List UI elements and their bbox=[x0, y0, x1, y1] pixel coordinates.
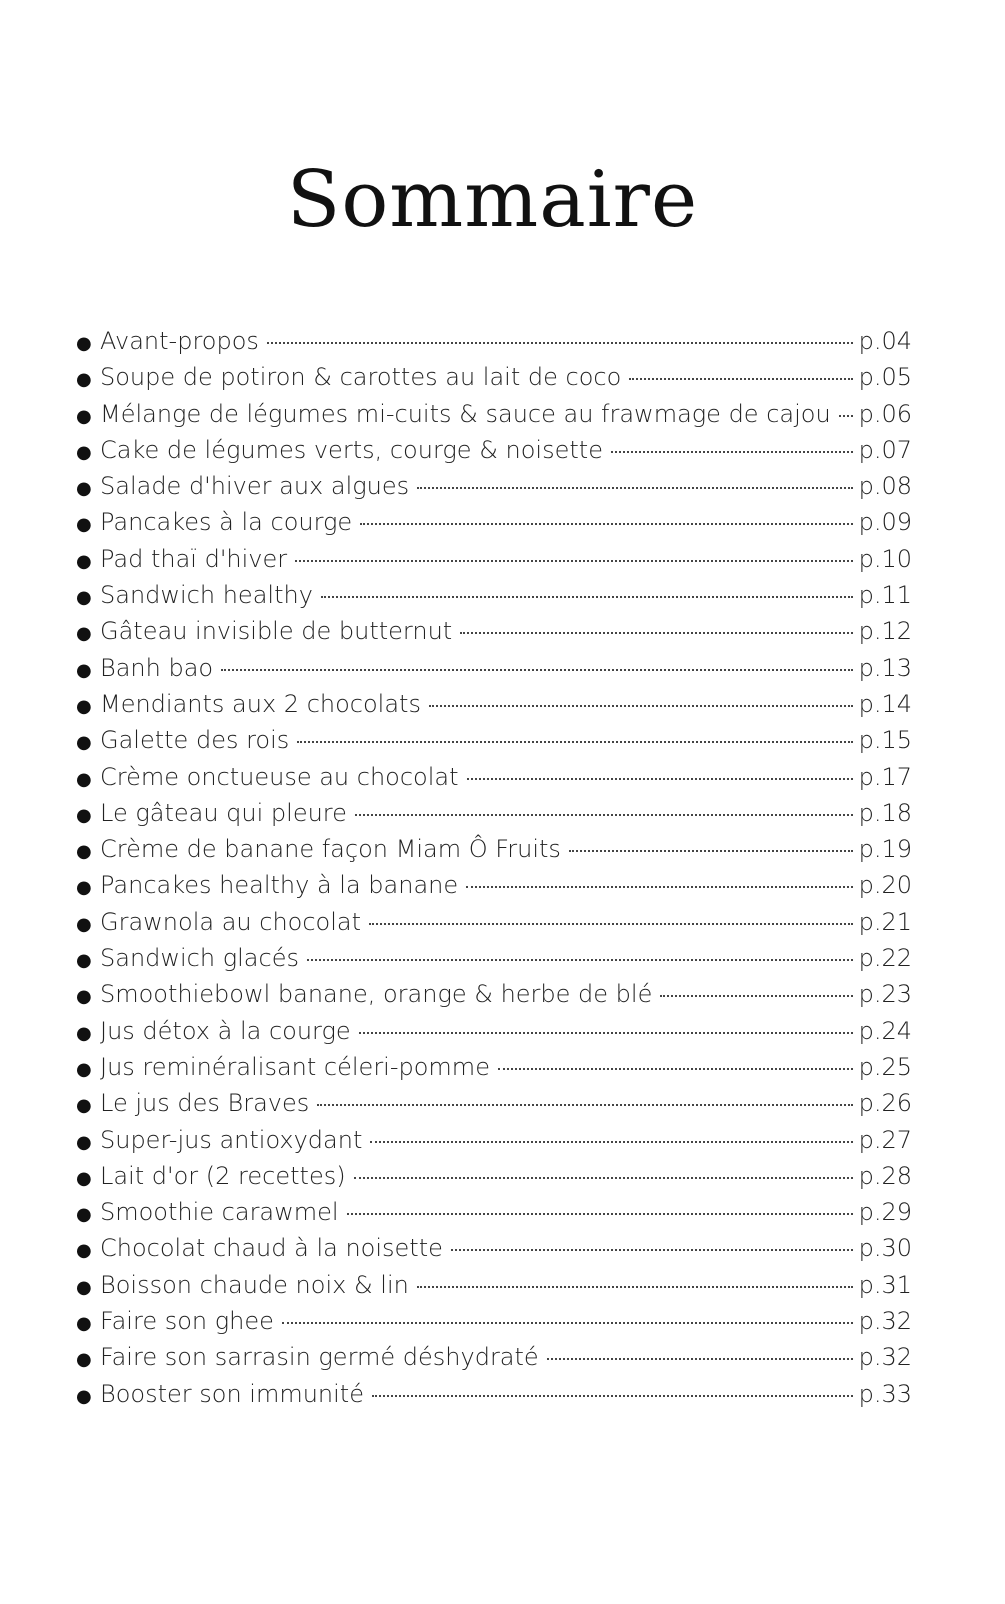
toc-entry[interactable] bbox=[76, 396, 912, 432]
table-of-contents bbox=[76, 323, 912, 1412]
toc-entry[interactable] bbox=[76, 795, 912, 831]
dot-leader bbox=[451, 1249, 853, 1251]
bullet-icon: ● bbox=[76, 877, 92, 899]
bullet-icon: ● bbox=[76, 1058, 92, 1080]
bullet-icon: ● bbox=[76, 514, 92, 536]
toc-entry-title: Boisson chaude noix & lin bbox=[100, 1270, 409, 1299]
toc-entry[interactable] bbox=[76, 541, 912, 577]
toc-entry[interactable] bbox=[76, 1013, 912, 1049]
dot-leader bbox=[354, 1177, 853, 1179]
toc-entry-page: p.15 bbox=[858, 726, 912, 755]
toc-entry-page: p.23 bbox=[858, 980, 912, 1009]
toc-entry-title: Crème de banane façon Miam Ô Fruits bbox=[100, 835, 561, 864]
bullet-icon: ● bbox=[76, 768, 92, 790]
dot-leader bbox=[295, 560, 852, 562]
toc-entry-page: p.31 bbox=[858, 1270, 912, 1299]
toc-entry-title: Avant-propos bbox=[100, 327, 259, 355]
bullet-icon: ● bbox=[76, 1095, 92, 1117]
toc-entry-title: Mendiants aux 2 chocolats bbox=[100, 689, 421, 718]
toc-entry[interactable] bbox=[76, 577, 912, 613]
toc-entry[interactable] bbox=[76, 650, 912, 686]
bullet-icon: ● bbox=[76, 1204, 92, 1226]
toc-entry-title: Le jus des Braves bbox=[100, 1089, 310, 1118]
bullet-icon: ● bbox=[76, 333, 92, 354]
toc-entry[interactable] bbox=[76, 613, 912, 649]
bullet-icon: ● bbox=[76, 986, 92, 1008]
dot-leader bbox=[372, 1395, 853, 1397]
toc-entry-page: p.18 bbox=[858, 798, 912, 827]
toc-entry-title: Mélange de légumes mi-cuits & sauce au frawmage de cajou bbox=[100, 399, 831, 428]
dot-leader bbox=[629, 378, 852, 380]
toc-entry-title: Galette des rois bbox=[100, 726, 290, 755]
dot-leader bbox=[839, 415, 853, 417]
dot-leader bbox=[466, 886, 852, 888]
toc-entry-page: p.20 bbox=[858, 871, 912, 900]
toc-entry[interactable] bbox=[76, 904, 912, 940]
toc-entry-title: Super-jus antioxydant bbox=[100, 1125, 363, 1154]
toc-entry-page: p.29 bbox=[858, 1198, 912, 1227]
toc-entry[interactable] bbox=[76, 759, 912, 795]
bullet-icon: ● bbox=[76, 913, 92, 935]
toc-entry-title: Cake de légumes verts, courge & noisette bbox=[100, 435, 603, 464]
dot-leader bbox=[369, 923, 853, 925]
dot-leader bbox=[360, 523, 852, 525]
dot-leader bbox=[467, 778, 853, 780]
dot-leader bbox=[321, 596, 853, 598]
toc-entry-title: Grawnola au chocolat bbox=[100, 907, 361, 936]
toc-entry[interactable] bbox=[76, 1049, 912, 1085]
dot-leader bbox=[317, 1104, 852, 1106]
toc-entry-title: Jus reminéralisant céleri-pomme bbox=[100, 1052, 490, 1081]
toc-entry-page: p.06 bbox=[858, 399, 912, 428]
toc-entry-page: p.10 bbox=[858, 544, 912, 573]
dot-leader bbox=[221, 669, 852, 671]
toc-entry-page: p.17 bbox=[858, 762, 912, 791]
bullet-icon: ● bbox=[76, 587, 92, 609]
toc-entry-title: Smoothiebowl banane, orange & herbe de blé bbox=[100, 980, 653, 1009]
bullet-icon: ● bbox=[76, 1313, 92, 1335]
toc-entry-title: Le gâteau qui pleure bbox=[100, 798, 347, 827]
toc-entry-page: p.07 bbox=[858, 435, 912, 464]
bullet-icon: ● bbox=[76, 1022, 92, 1044]
bullet-icon: ● bbox=[76, 478, 92, 500]
toc-entry[interactable] bbox=[76, 1122, 912, 1158]
bullet-icon: ● bbox=[76, 659, 92, 681]
toc-entry-page: p.30 bbox=[858, 1234, 912, 1263]
bullet-icon: ● bbox=[76, 623, 92, 645]
dot-leader bbox=[282, 1322, 853, 1324]
toc-entry-page: p.26 bbox=[858, 1089, 912, 1118]
dot-leader bbox=[347, 1213, 853, 1215]
dot-leader bbox=[370, 1141, 852, 1143]
toc-entry[interactable] bbox=[76, 867, 912, 903]
toc-entry-page: p.09 bbox=[858, 508, 912, 537]
dot-leader bbox=[460, 632, 852, 634]
toc-entry-title: Lait d'or (2 recettes) bbox=[100, 1161, 346, 1190]
toc-entry[interactable] bbox=[76, 323, 912, 359]
toc-entry-page: p.14 bbox=[858, 689, 912, 718]
dot-leader bbox=[417, 487, 852, 489]
bullet-icon: ● bbox=[76, 804, 92, 826]
toc-entry[interactable] bbox=[76, 1158, 912, 1194]
bullet-icon: ● bbox=[76, 369, 92, 391]
dot-leader bbox=[429, 705, 853, 707]
toc-entry-page: p.11 bbox=[858, 581, 912, 610]
toc-entry[interactable] bbox=[76, 831, 912, 867]
toc-entry[interactable] bbox=[76, 1085, 912, 1121]
bullet-icon: ● bbox=[76, 441, 92, 463]
toc-entry[interactable] bbox=[76, 504, 912, 540]
dot-leader bbox=[611, 451, 853, 453]
bullet-icon: ● bbox=[76, 1131, 92, 1153]
toc-entry-title: Smoothie carawmel bbox=[100, 1198, 339, 1227]
bullet-icon: ● bbox=[76, 1349, 92, 1371]
toc-entry[interactable] bbox=[76, 432, 912, 468]
toc-entry-page: p.32 bbox=[858, 1343, 912, 1372]
toc-entry-title: Salade d'hiver aux algues bbox=[100, 472, 410, 501]
toc-entry-page: p.32 bbox=[858, 1307, 912, 1336]
toc-entry[interactable] bbox=[76, 1194, 912, 1230]
toc-entry-title: Banh bao bbox=[100, 653, 214, 682]
toc-entry-title: Sandwich healthy bbox=[100, 581, 313, 610]
toc-entry-page: p.33 bbox=[858, 1379, 912, 1408]
toc-entry[interactable] bbox=[76, 722, 912, 758]
toc-entry[interactable] bbox=[76, 940, 912, 976]
dot-leader bbox=[267, 342, 853, 344]
dot-leader bbox=[355, 814, 853, 816]
toc-entry-title: Chocolat chaud à la noisette bbox=[100, 1234, 443, 1263]
dot-leader bbox=[498, 1068, 853, 1070]
toc-entry-page: p.21 bbox=[858, 907, 912, 936]
toc-entry-page: p.08 bbox=[858, 472, 912, 501]
page-title: Sommaire bbox=[286, 155, 699, 245]
bullet-icon: ● bbox=[76, 732, 92, 754]
toc-entry-title: Gâteau invisible de butternut bbox=[100, 617, 453, 646]
bullet-icon: ● bbox=[76, 1385, 92, 1407]
bullet-icon: ● bbox=[76, 1276, 92, 1298]
toc-entry-title: Faire son ghee bbox=[100, 1307, 274, 1336]
toc-entry-title: Pad thaï d'hiver bbox=[100, 544, 288, 573]
toc-entry-title: Pancakes à la courge bbox=[100, 508, 353, 537]
bullet-icon: ● bbox=[76, 1167, 92, 1189]
dot-leader bbox=[359, 1032, 853, 1034]
toc-entry-title: Sandwich glacés bbox=[100, 944, 299, 973]
toc-entry-title: Jus détox à la courge bbox=[100, 1016, 351, 1045]
bullet-icon: ● bbox=[76, 1240, 92, 1262]
toc-entry[interactable] bbox=[76, 1267, 912, 1303]
toc-entry-title: Pancakes healthy à la banane bbox=[100, 871, 459, 900]
bullet-icon: ● bbox=[76, 950, 92, 972]
toc-entry-title: Crème onctueuse au chocolat bbox=[100, 762, 459, 791]
toc-entry-page: p.19 bbox=[858, 835, 912, 864]
toc-entry[interactable] bbox=[76, 1230, 912, 1266]
toc-entry-title: Booster son immunité bbox=[100, 1379, 364, 1408]
toc-entry[interactable] bbox=[76, 468, 912, 504]
bullet-icon: ● bbox=[76, 550, 92, 572]
toc-entry[interactable] bbox=[76, 686, 912, 722]
toc-entry-title: Faire son sarrasin germé déshydraté bbox=[100, 1343, 539, 1372]
dot-leader bbox=[297, 741, 852, 743]
bullet-icon: ● bbox=[76, 405, 92, 427]
dot-leader bbox=[569, 850, 853, 852]
toc-entry[interactable] bbox=[76, 1303, 912, 1339]
toc-entry[interactable] bbox=[76, 359, 912, 395]
dot-leader bbox=[307, 959, 853, 961]
toc-entry-page: p.25 bbox=[858, 1052, 912, 1081]
toc-entry-page: p.22 bbox=[858, 944, 912, 973]
toc-entry-page: p.27 bbox=[858, 1125, 912, 1154]
dot-leader bbox=[417, 1286, 853, 1288]
toc-entry-page: p.13 bbox=[858, 653, 912, 682]
toc-entry-page: p.24 bbox=[858, 1016, 912, 1045]
dot-leader bbox=[547, 1358, 853, 1360]
toc-entry[interactable] bbox=[76, 976, 912, 1012]
toc-entry-page: p.12 bbox=[858, 617, 912, 646]
bullet-icon: ● bbox=[76, 841, 92, 863]
toc-entry-title: Soupe de potiron & carottes au lait de coco bbox=[100, 363, 622, 392]
toc-entry-page: p.28 bbox=[858, 1161, 912, 1190]
toc-entry[interactable] bbox=[76, 1376, 912, 1412]
toc-entry-page: p.05 bbox=[858, 363, 912, 392]
toc-entry-page: p.04 bbox=[858, 327, 912, 355]
toc-entry[interactable] bbox=[76, 1339, 912, 1375]
dot-leader bbox=[660, 995, 852, 997]
bullet-icon: ● bbox=[76, 695, 92, 717]
